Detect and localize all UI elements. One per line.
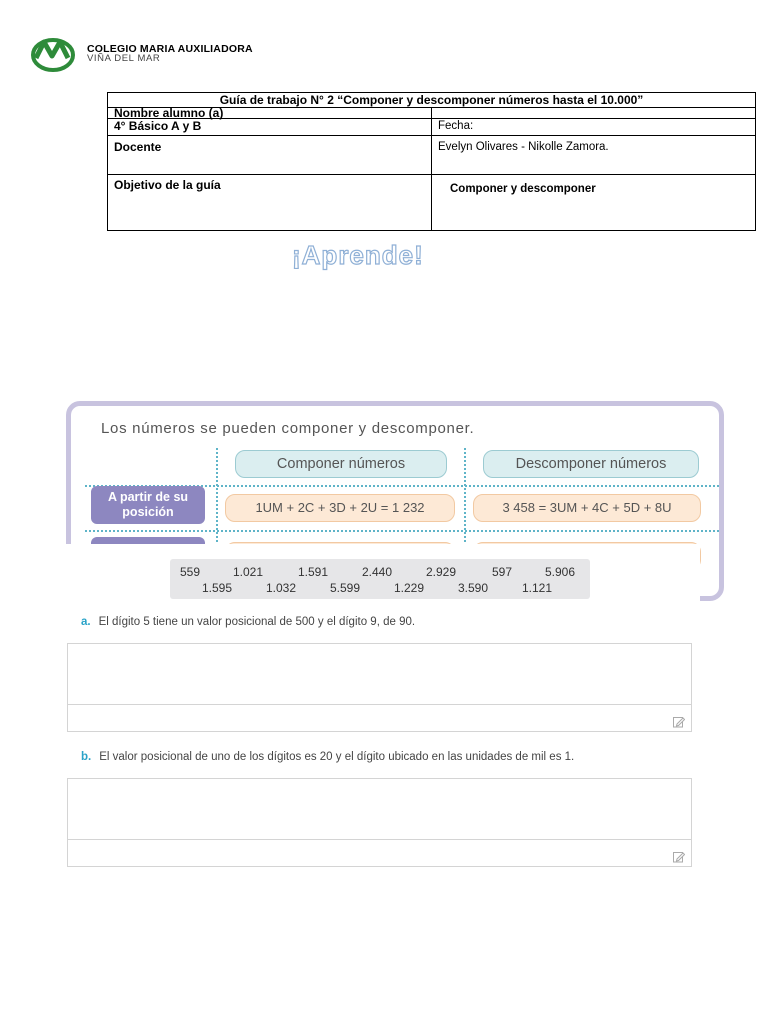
answer-box-b[interactable] — [67, 778, 692, 867]
question-b — [81, 751, 574, 763]
number-item: 597 — [492, 565, 513, 579]
number-item: 2.929 — [426, 565, 457, 579]
compose-example: 1UM + 2C + 3D + 2U = 1 232 — [225, 494, 455, 522]
divider-horizontal — [85, 530, 719, 532]
number-item: 1.591 — [298, 565, 329, 579]
number-item: 1.229 — [394, 581, 425, 595]
number-item: 5.906 — [545, 565, 576, 579]
number-item: 1.595 — [202, 581, 233, 595]
divider-vertical — [216, 448, 218, 558]
numbers-box — [170, 559, 590, 599]
question-a — [81, 616, 415, 628]
compose-header: Componer números — [235, 450, 447, 478]
numbers-row-2 — [170, 581, 590, 595]
number-item: 559 — [180, 565, 201, 579]
card-title: Los números se pueden componer y descomponer. — [101, 420, 475, 437]
number-item: 3.590 — [458, 581, 489, 595]
number-item: 5.599 — [330, 581, 361, 595]
question-text: El dígito 5 tiene un valor posicional de 500 y el dígito 9, de 90. — [98, 616, 416, 628]
decompose-example: 3 458 = 3UM + 4C + 5D + 8U — [473, 494, 701, 522]
date-field[interactable]: Fecha: — [432, 119, 756, 136]
number-item: 1.121 — [522, 581, 553, 595]
aprende-heading: ¡Aprende! — [292, 240, 424, 270]
answer-divider — [68, 704, 691, 705]
school-logo — [30, 34, 76, 72]
number-item: 1.032 — [266, 581, 297, 595]
teacher-names: Evelyn Olivares - Nikolle Zamora. — [432, 136, 756, 175]
decompose-header: Descomponer números — [483, 450, 699, 478]
teacher-label: Docente — [108, 136, 432, 175]
school-name: COLEGIO MARIA AUXILIADORA — [87, 43, 253, 55]
edit-icon[interactable] — [673, 851, 685, 863]
school-city: VIÑA DEL MAR — [87, 53, 161, 64]
divider-vertical — [464, 448, 466, 558]
objective-cell — [432, 175, 756, 231]
edit-icon[interactable] — [673, 716, 685, 728]
guide-info-table — [107, 92, 756, 231]
grade-label: 4° Básico A y B — [108, 119, 432, 136]
position-row-label: A partir de su posición — [91, 486, 205, 524]
objective-text: Componer y descomponer — [450, 183, 596, 195]
question-text: El valor posicional de uno de los dígitos es 20 y el dígito ubicado en las unidades de mil es 1. — [99, 751, 575, 763]
objective-label: Objetivo de la guía — [108, 175, 432, 231]
numbers-row-1 — [170, 565, 590, 579]
answer-box-a[interactable] — [67, 643, 692, 732]
question-letter: b. — [81, 751, 92, 763]
guide-title: Guía de trabajo N° 2 “Componer y descomponer números hasta el 10.000” — [108, 93, 756, 108]
question-letter: a. — [81, 616, 91, 628]
student-name-label: Nombre alumno (a) — [108, 108, 432, 119]
student-name-field[interactable] — [432, 108, 756, 119]
number-item: 1.021 — [233, 565, 264, 579]
answer-divider — [68, 839, 691, 840]
number-item: 2.440 — [362, 565, 393, 579]
